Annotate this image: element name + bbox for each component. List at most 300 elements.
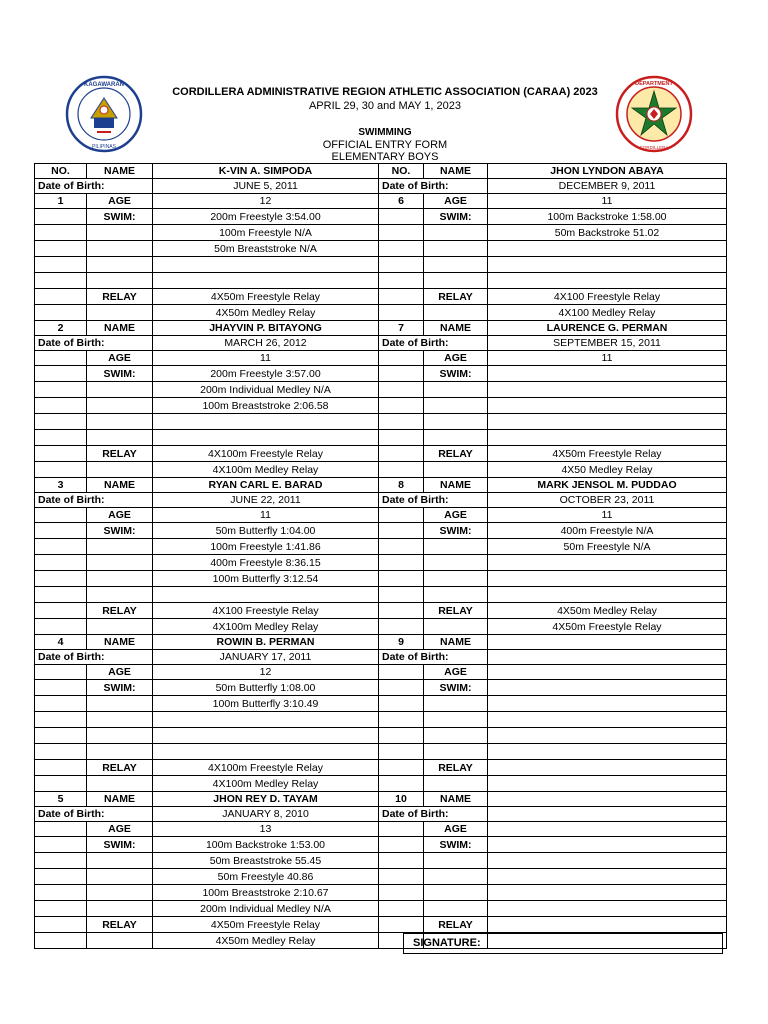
blank-cell	[35, 289, 87, 305]
blank-cell	[379, 680, 424, 696]
column-header-name: NAME	[87, 164, 153, 179]
swim-event[interactable]: 50m Backstroke 51.02	[488, 225, 727, 241]
athlete-age[interactable]	[488, 822, 727, 837]
swim-event[interactable]	[488, 571, 727, 587]
swim-event[interactable]: 100m Breaststroke 2:06.58	[153, 398, 379, 414]
athlete-number: 5	[35, 792, 87, 807]
athlete-number	[379, 351, 424, 366]
swim-event[interactable]: 200m Individual Medley N/A	[153, 901, 379, 917]
swim-event[interactable]: 200m Freestyle 3:54.00	[153, 209, 379, 225]
dob-label: Date of Birth:	[35, 336, 153, 351]
age-label: AGE	[424, 194, 488, 209]
table-row	[35, 869, 727, 885]
swim-label	[87, 744, 153, 760]
swim-event[interactable]	[488, 885, 727, 901]
swim-event[interactable]	[488, 398, 727, 414]
relay-label: RELAY	[424, 289, 488, 305]
relay-event[interactable]: 4X100m Freestyle Relay	[153, 446, 379, 462]
svg-text:PILIPINAS: PILIPINAS	[92, 144, 116, 150]
swim-label	[87, 257, 153, 273]
dob-label: Date of Birth:	[379, 807, 488, 822]
swim-event[interactable]	[153, 414, 379, 430]
relay-label	[87, 305, 153, 321]
relay-label: RELAY	[87, 446, 153, 462]
swim-event[interactable]	[488, 273, 727, 289]
dob-label: Date of Birth:	[35, 650, 153, 665]
swim-event[interactable]: 100m Backstroke 1:58.00	[488, 209, 727, 225]
table-row	[35, 539, 727, 555]
blank-cell	[35, 225, 87, 241]
relay-event[interactable]: 4X100m Freestyle Relay	[153, 760, 379, 776]
relay-event[interactable]: 4X50m Freestyle Relay	[488, 446, 727, 462]
relay-label	[87, 619, 153, 635]
table-row	[35, 382, 727, 398]
swim-event[interactable]: 50m Butterfly 1:08.00	[153, 680, 379, 696]
swim-label	[87, 885, 153, 901]
swim-event[interactable]: 50m Butterfly 1:04.00	[153, 523, 379, 539]
swim-label	[87, 382, 153, 398]
blank-cell	[35, 209, 87, 225]
age-label: AGE	[87, 822, 153, 837]
date-of-birth[interactable]	[488, 807, 727, 822]
swim-label: SWIM:	[87, 209, 153, 225]
table-row	[35, 571, 727, 587]
date-of-birth[interactable]: JUNE 5, 2011	[153, 179, 379, 194]
swim-label	[87, 430, 153, 446]
blank-cell	[35, 273, 87, 289]
signature-box[interactable]	[403, 933, 723, 954]
athlete-age[interactable]: 11	[153, 351, 379, 366]
blank-cell	[35, 539, 87, 555]
swim-event[interactable]: 100m Backstroke 1:53.00	[153, 837, 379, 853]
table-row	[35, 398, 727, 414]
blank-cell	[379, 289, 424, 305]
blank-cell	[35, 523, 87, 539]
swim-label	[87, 571, 153, 587]
table-row	[35, 807, 727, 822]
athlete-number	[379, 508, 424, 523]
blank-cell	[35, 587, 87, 603]
swim-event[interactable]	[488, 414, 727, 430]
blank-cell	[35, 933, 87, 949]
name-label: NAME	[87, 792, 153, 807]
blank-cell	[379, 744, 424, 760]
table-row	[35, 508, 727, 523]
swim-event[interactable]: 100m Butterfly 3:10.49	[153, 696, 379, 712]
dob-label: Date of Birth:	[35, 493, 153, 508]
relay-label: RELAY	[87, 760, 153, 776]
swim-label: SWIM:	[424, 366, 488, 382]
swim-event[interactable]: 400m Freestyle 8:36.15	[153, 555, 379, 571]
table-row	[35, 635, 727, 650]
athlete-name[interactable]: JHON REY D. TAYAM	[153, 792, 379, 807]
relay-event[interactable]: 4X100m Medley Relay	[153, 462, 379, 478]
athlete-name[interactable]: ROWIN B. PERMAN	[153, 635, 379, 650]
swim-event[interactable]: 100m Freestyle N/A	[153, 225, 379, 241]
blank-cell	[379, 225, 424, 241]
table-row	[35, 555, 727, 571]
blank-cell	[379, 869, 424, 885]
swim-event[interactable]	[488, 555, 727, 571]
blank-cell	[379, 305, 424, 321]
swim-label	[87, 869, 153, 885]
swim-event[interactable]	[153, 587, 379, 603]
table-row	[35, 917, 727, 933]
blank-cell	[35, 680, 87, 696]
relay-label	[424, 619, 488, 635]
table-row	[35, 853, 727, 869]
swim-event[interactable]	[488, 366, 727, 382]
blank-cell	[35, 776, 87, 792]
name-label: NAME	[87, 478, 153, 493]
date-of-birth[interactable]: OCTOBER 23, 2011	[488, 493, 727, 508]
table-row	[35, 257, 727, 273]
table-row	[35, 680, 727, 696]
swim-label: SWIM:	[87, 366, 153, 382]
age-label: AGE	[424, 508, 488, 523]
blank-cell	[35, 853, 87, 869]
swim-event[interactable]: 50m Breaststroke N/A	[153, 241, 379, 257]
blank-cell	[35, 712, 87, 728]
swim-event[interactable]	[153, 728, 379, 744]
blank-cell	[379, 901, 424, 917]
relay-event[interactable]: 4X100m Medley Relay	[153, 619, 379, 635]
blank-cell	[379, 382, 424, 398]
swim-event[interactable]	[153, 273, 379, 289]
relay-event[interactable]	[488, 917, 727, 933]
blank-cell	[35, 382, 87, 398]
relay-label	[424, 776, 488, 792]
athlete-number: 3	[35, 478, 87, 493]
blank-cell	[35, 619, 87, 635]
form-title: OFFICIAL ENTRY FORM	[322, 139, 448, 151]
blank-cell	[35, 869, 87, 885]
blank-cell	[379, 712, 424, 728]
table-row	[35, 523, 727, 539]
athlete-number	[35, 822, 87, 837]
table-row	[35, 665, 727, 680]
athlete-name[interactable]: JHAYVIN P. BITAYONG	[153, 321, 379, 336]
table-row	[35, 885, 727, 901]
blank-cell	[35, 446, 87, 462]
blank-cell	[35, 603, 87, 619]
division-title: ELEMENTARY BOYS	[331, 151, 439, 163]
swim-event[interactable]: 400m Freestyle N/A	[488, 523, 727, 539]
athlete-age[interactable]: 12	[153, 665, 379, 680]
relay-label: RELAY	[424, 446, 488, 462]
swim-event[interactable]	[488, 241, 727, 257]
swim-label	[424, 225, 488, 241]
table-row	[35, 587, 727, 603]
swim-event[interactable]	[488, 257, 727, 273]
table-row	[35, 776, 727, 792]
swim-label	[87, 728, 153, 744]
blank-cell	[35, 744, 87, 760]
relay-event[interactable]: 4X50m Freestyle Relay	[153, 917, 379, 933]
relay-event[interactable]: 4X100m Medley Relay	[153, 776, 379, 792]
athlete-age[interactable]: 11	[488, 351, 727, 366]
name-label: NAME	[424, 792, 488, 807]
blank-cell	[379, 853, 424, 869]
relay-event[interactable]	[488, 776, 727, 792]
swim-label	[87, 539, 153, 555]
swim-event[interactable]	[153, 430, 379, 446]
swim-event[interactable]: 100m Breaststroke 2:10.67	[153, 885, 379, 901]
swim-label: SWIM:	[87, 680, 153, 696]
blank-cell	[379, 885, 424, 901]
blank-cell	[379, 273, 424, 289]
deped-car-seal-logo	[614, 74, 694, 154]
swim-event[interactable]	[488, 430, 727, 446]
blank-cell	[35, 257, 87, 273]
blank-cell	[379, 728, 424, 744]
dob-label: Date of Birth:	[379, 179, 488, 194]
relay-event[interactable]: 4X50m Medley Relay	[488, 603, 727, 619]
blank-cell	[379, 619, 424, 635]
blank-cell	[35, 728, 87, 744]
swim-event[interactable]: 50m Freestyle 40.86	[153, 869, 379, 885]
athlete-age[interactable]: 11	[153, 508, 379, 523]
swim-label	[424, 241, 488, 257]
date-of-birth[interactable]: JUNE 22, 2011	[153, 493, 379, 508]
table-row	[35, 493, 727, 508]
date-of-birth[interactable]: DECEMBER 9, 2011	[488, 179, 727, 194]
swim-event[interactable]	[488, 837, 727, 853]
athlete-name[interactable]: JHON LYNDON ABAYA	[488, 164, 727, 179]
swim-label	[424, 885, 488, 901]
swim-label	[424, 901, 488, 917]
date-of-birth[interactable]: JANUARY 17, 2011	[153, 650, 379, 665]
event-dates: APRIL 29, 30 and MAY 1, 2023	[308, 100, 462, 112]
blank-cell	[379, 571, 424, 587]
swim-event[interactable]	[488, 728, 727, 744]
table-row	[35, 305, 727, 321]
relay-event[interactable]: 4X50m Freestyle Relay	[488, 619, 727, 635]
relay-event[interactable]: 4X50m Medley Relay	[153, 933, 379, 949]
relay-label: RELAY	[424, 603, 488, 619]
blank-cell	[379, 257, 424, 273]
athlete-age[interactable]: 11	[488, 508, 727, 523]
athlete-number: 2	[35, 321, 87, 336]
blank-cell	[379, 760, 424, 776]
swim-label	[87, 901, 153, 917]
athlete-number: 10	[379, 792, 424, 807]
table-row	[35, 430, 727, 446]
blank-cell	[379, 603, 424, 619]
relay-event[interactable]: 4X50m Freestyle Relay	[153, 289, 379, 305]
date-of-birth[interactable]	[488, 650, 727, 665]
relay-event[interactable]: 4X100 Medley Relay	[488, 305, 727, 321]
table-row	[35, 209, 727, 225]
table-row	[35, 351, 727, 366]
column-header-name: NAME	[424, 164, 488, 179]
table-row	[35, 712, 727, 728]
athlete-name[interactable]: RYAN CARL E. BARAD	[153, 478, 379, 493]
blank-cell	[35, 462, 87, 478]
swim-label	[424, 539, 488, 555]
dob-label: Date of Birth:	[379, 650, 488, 665]
swim-label	[87, 555, 153, 571]
blank-cell	[35, 414, 87, 430]
date-of-birth[interactable]: JANUARY 8, 2010	[153, 807, 379, 822]
athlete-number	[379, 822, 424, 837]
blank-cell	[379, 446, 424, 462]
athlete-name[interactable]	[488, 635, 727, 650]
swim-event[interactable]	[488, 853, 727, 869]
blank-cell	[35, 398, 87, 414]
swim-event[interactable]	[488, 587, 727, 603]
swim-label	[424, 728, 488, 744]
swim-event[interactable]: 50m Freestyle N/A	[488, 539, 727, 555]
swim-event[interactable]: 100m Butterfly 3:12.54	[153, 571, 379, 587]
swim-event[interactable]	[488, 680, 727, 696]
swim-event[interactable]	[153, 257, 379, 273]
blank-cell	[379, 523, 424, 539]
blank-cell	[35, 571, 87, 587]
table-row	[35, 164, 727, 179]
dob-label: Date of Birth:	[35, 807, 153, 822]
age-label: AGE	[424, 665, 488, 680]
swim-event[interactable]	[488, 712, 727, 728]
blank-cell	[35, 366, 87, 382]
svg-text:KAGAWARAN: KAGAWARAN	[84, 82, 124, 88]
table-row	[35, 728, 727, 744]
age-label: AGE	[87, 665, 153, 680]
blank-cell	[35, 696, 87, 712]
relay-label: RELAY	[424, 760, 488, 776]
sport-title: SWIMMING	[358, 127, 412, 138]
swim-label	[424, 555, 488, 571]
blank-cell	[379, 209, 424, 225]
blank-cell	[35, 837, 87, 853]
relay-event[interactable]: 4X50m Medley Relay	[153, 305, 379, 321]
athlete-number	[35, 665, 87, 680]
deped-seal-logo	[64, 74, 144, 154]
swim-label	[424, 571, 488, 587]
blank-cell	[35, 305, 87, 321]
swim-event[interactable]: 200m Individual Medley N/A	[153, 382, 379, 398]
relay-label: RELAY	[87, 917, 153, 933]
athlete-age[interactable]: 13	[153, 822, 379, 837]
athlete-age[interactable]	[488, 665, 727, 680]
table-row	[35, 901, 727, 917]
swim-label: SWIM:	[87, 837, 153, 853]
athlete-number	[35, 508, 87, 523]
swim-label	[87, 853, 153, 869]
blank-cell	[379, 241, 424, 257]
swim-event[interactable]: 200m Freestyle 3:57.00	[153, 366, 379, 382]
blank-cell	[35, 555, 87, 571]
blank-cell	[379, 366, 424, 382]
athlete-age[interactable]: 12	[153, 194, 379, 209]
relay-label: RELAY	[424, 917, 488, 933]
entry-form-table	[34, 163, 727, 949]
athlete-number	[379, 665, 424, 680]
blank-cell	[379, 587, 424, 603]
athlete-name[interactable]: LAURENCE G. PERMAN	[488, 321, 727, 336]
table-row	[35, 194, 727, 209]
swim-event[interactable]	[488, 696, 727, 712]
table-row	[35, 462, 727, 478]
table-row	[35, 650, 727, 665]
athlete-number	[35, 351, 87, 366]
swim-event[interactable]	[488, 382, 727, 398]
age-label: AGE	[87, 351, 153, 366]
swim-label: SWIM:	[424, 523, 488, 539]
swim-event[interactable]	[153, 712, 379, 728]
relay-event[interactable]: 4X50 Medley Relay	[488, 462, 727, 478]
table-row	[35, 179, 727, 194]
table-row	[35, 446, 727, 462]
name-label: NAME	[87, 635, 153, 650]
swim-event[interactable]	[153, 744, 379, 760]
column-header-no: NO.	[35, 164, 87, 179]
relay-event[interactable]	[488, 760, 727, 776]
blank-cell	[379, 539, 424, 555]
event-title: CORDILLERA ADMINISTRATIVE REGION ATHLETIC ASSOCIATION (CARAA) 2023	[172, 86, 598, 98]
swim-label	[424, 869, 488, 885]
blank-cell	[379, 917, 424, 933]
swim-label	[87, 696, 153, 712]
table-row	[35, 792, 727, 807]
relay-label	[424, 305, 488, 321]
date-of-birth[interactable]: MARCH 26, 2012	[153, 336, 379, 351]
athlete-age[interactable]: 11	[488, 194, 727, 209]
athlete-name[interactable]: MARK JENSOL M. PUDDAO	[488, 478, 727, 493]
swim-event[interactable]: 100m Freestyle 1:41.86	[153, 539, 379, 555]
relay-event[interactable]: 4X100 Freestyle Relay	[488, 289, 727, 305]
swim-event[interactable]	[488, 869, 727, 885]
relay-label: RELAY	[87, 603, 153, 619]
blank-cell	[379, 696, 424, 712]
blank-cell	[35, 901, 87, 917]
date-of-birth[interactable]: SEPTEMBER 15, 2011	[488, 336, 727, 351]
athlete-name[interactable]: K-VIN A. SIMPODA	[153, 164, 379, 179]
column-header-no: NO.	[379, 164, 424, 179]
svg-text:DEPARTMENT: DEPARTMENT	[635, 81, 673, 87]
blank-cell	[379, 430, 424, 446]
name-label: NAME	[424, 321, 488, 336]
blank-cell	[35, 885, 87, 901]
swim-event[interactable]	[488, 901, 727, 917]
swim-event[interactable]: 50m Breaststroke 55.45	[153, 853, 379, 869]
relay-label	[87, 462, 153, 478]
swim-label: SWIM:	[424, 837, 488, 853]
blank-cell	[379, 837, 424, 853]
table-row	[35, 414, 727, 430]
relay-event[interactable]: 4X100 Freestyle Relay	[153, 603, 379, 619]
swim-label	[424, 712, 488, 728]
swim-event[interactable]	[488, 744, 727, 760]
dob-label: Date of Birth:	[35, 179, 153, 194]
swim-label	[87, 241, 153, 257]
athlete-name[interactable]	[488, 792, 727, 807]
name-label: NAME	[424, 478, 488, 493]
swim-label: SWIM:	[424, 680, 488, 696]
relay-label	[87, 933, 153, 949]
swim-label: SWIM:	[87, 523, 153, 539]
table-row	[35, 744, 727, 760]
relay-label	[87, 776, 153, 792]
athlete-number: 8	[379, 478, 424, 493]
table-row	[35, 603, 727, 619]
table-row	[35, 321, 727, 336]
swim-label: SWIM:	[424, 209, 488, 225]
athlete-number: 7	[379, 321, 424, 336]
table-row	[35, 225, 727, 241]
table-row	[35, 336, 727, 351]
table-row	[35, 478, 727, 493]
